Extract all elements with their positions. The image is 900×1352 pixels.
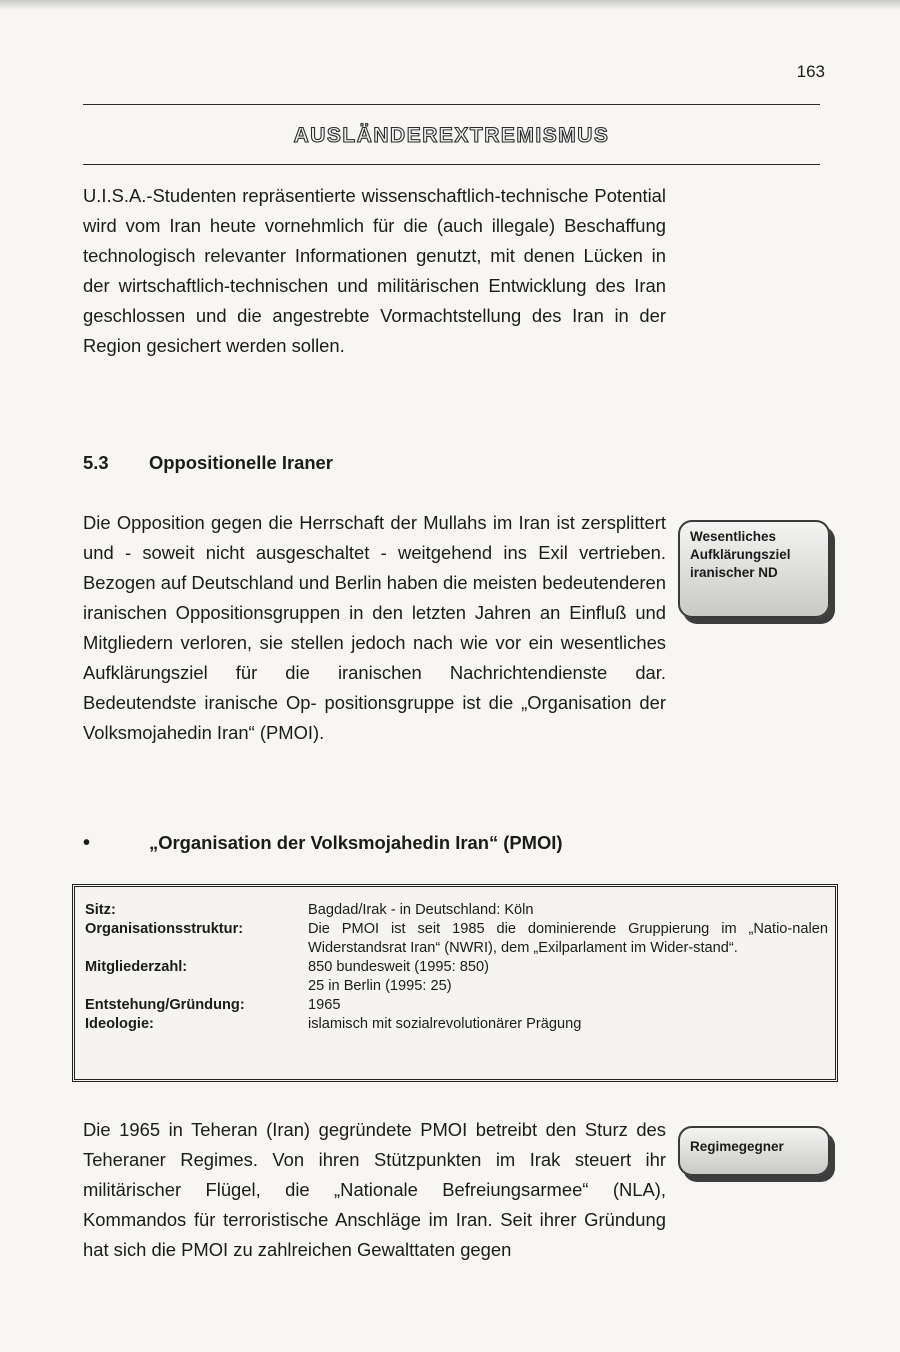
table-row xyxy=(85,977,828,996)
table-row xyxy=(85,958,828,977)
intro-paragraph xyxy=(83,181,666,361)
table-row xyxy=(85,1015,828,1034)
page-number: 163 xyxy=(796,62,825,81)
bullet-title: „Organisation der Volksmojahedin Iran“ (PMOI) xyxy=(149,832,563,853)
text-line: iranischen Nachrichtendienste dar. Bedeutendste iranische Op- xyxy=(83,662,667,713)
closing-paragraph xyxy=(83,1115,666,1265)
text-line: denen Lücken in der wirtschaftlich-technischen und militärischen xyxy=(83,245,666,296)
text-line: (PMOI). xyxy=(259,722,325,743)
margin-note-line: Aufklärungsziel xyxy=(690,547,791,562)
text-line: Die Opposition gegen die Herrschaft der Mullahs im Iran ist xyxy=(83,512,575,533)
text-line: des Teheraner Regimes. Von ihren Stützpunkten im Irak steuert xyxy=(83,1119,666,1170)
bullet-icon: • xyxy=(83,832,91,854)
bullet-heading xyxy=(83,832,563,855)
infobox-label: Sitz: xyxy=(85,902,116,918)
scan-top-shade xyxy=(0,0,900,10)
infobox-value: 1965 xyxy=(308,997,341,1013)
text-line: jedoch nach wie vor ein wesentliches Aufklärungsziel für die xyxy=(83,632,666,683)
text-line: Die 1965 in Teheran (Iran) gegründete PMOI betreibt den Sturz xyxy=(83,1119,628,1140)
infobox-label xyxy=(85,977,308,996)
infobox-table xyxy=(85,901,828,1034)
text-line: Kommandos für terroristische Anschläge im Iran. Seit ihrer xyxy=(83,1209,577,1230)
text-line: Gründung hat sich die PMOI zu zahlreichen Gewalttaten gegen xyxy=(83,1209,666,1260)
infobox-value: Die PMOI ist seit 1985 die dominierende Gruppierung im „Natio-nalen Widerstandsrat Iran“ (NWRI), dem „Exilparlament im Wider-stand“. xyxy=(308,921,828,956)
infobox-label: Entstehung/Gründung: xyxy=(85,997,245,1013)
text-line: meisten bedeutenderen iranischen Oppositionsgruppen in den xyxy=(83,572,666,623)
margin-note-line: iranischer ND xyxy=(690,565,778,580)
header-rule-bottom xyxy=(83,164,820,165)
text-line: U.I.S.A.-Studenten repräsentierte wissenschaftlich-technische xyxy=(83,185,589,206)
table-row xyxy=(85,901,828,920)
infobox-value: Bagdad/Irak - in Deutschland: Köln xyxy=(308,902,534,918)
margin-note-aufklaerungsziel xyxy=(678,520,830,618)
text-line: positionsgruppe ist die „Organisation der Volksmojahedin Iran“ xyxy=(83,692,666,743)
infobox-label: Organisationsstruktur: xyxy=(85,921,244,937)
opposition-paragraph xyxy=(83,508,666,748)
text-line: letzten Jahren an Einfluß und Mitgliedern verloren, sie stellen xyxy=(83,602,666,653)
margin-note-regimegegner: Regimegegner xyxy=(678,1126,830,1176)
table-row xyxy=(85,996,828,1015)
infobox-label: Ideologie: xyxy=(85,1016,154,1032)
text-line: sollen. xyxy=(291,335,345,356)
table-row xyxy=(85,920,828,958)
text-line: zersplittert und - soweit nicht ausgeschaltet - weitgehend ins xyxy=(83,512,666,563)
section-title: Oppositionelle Iraner xyxy=(149,452,333,473)
running-header: AUSLÄNDEREXTREMISMUS xyxy=(293,124,610,147)
infobox-value: islamisch mit sozialrevolutionärer Prägung xyxy=(308,1016,582,1032)
text-line: ihr militärischer Flügel, die „Nationale Befreiungsarmee“ (NLA), xyxy=(83,1149,666,1200)
text-line: Vormachtstellung des Iran in der Region gesichert werden xyxy=(83,305,666,356)
text-line: Potential wird vom Iran heute vornehmlich für die (auch illegale) xyxy=(83,185,666,236)
section-number: 5.3 xyxy=(83,452,109,473)
text-line: Beschaffung technologisch relevanter Informationen genutzt, mit xyxy=(83,215,666,266)
infobox-label: Mitgliederzahl: xyxy=(85,959,188,975)
organisation-infobox xyxy=(72,884,838,1082)
infobox-value: 850 bundesweit (1995: 850) xyxy=(308,959,489,975)
header-rule-top xyxy=(83,104,820,105)
infobox-value: 25 in Berlin (1995: 25) xyxy=(308,978,452,994)
text-line: Entwicklung des Iran geschlossen und die angestrebte xyxy=(83,275,666,326)
margin-note-line: Wesentliches xyxy=(690,529,777,544)
text-line: Exil vertrieben. Bezogen auf Deutschland und Berlin haben die xyxy=(83,542,666,593)
section-heading xyxy=(83,452,333,474)
